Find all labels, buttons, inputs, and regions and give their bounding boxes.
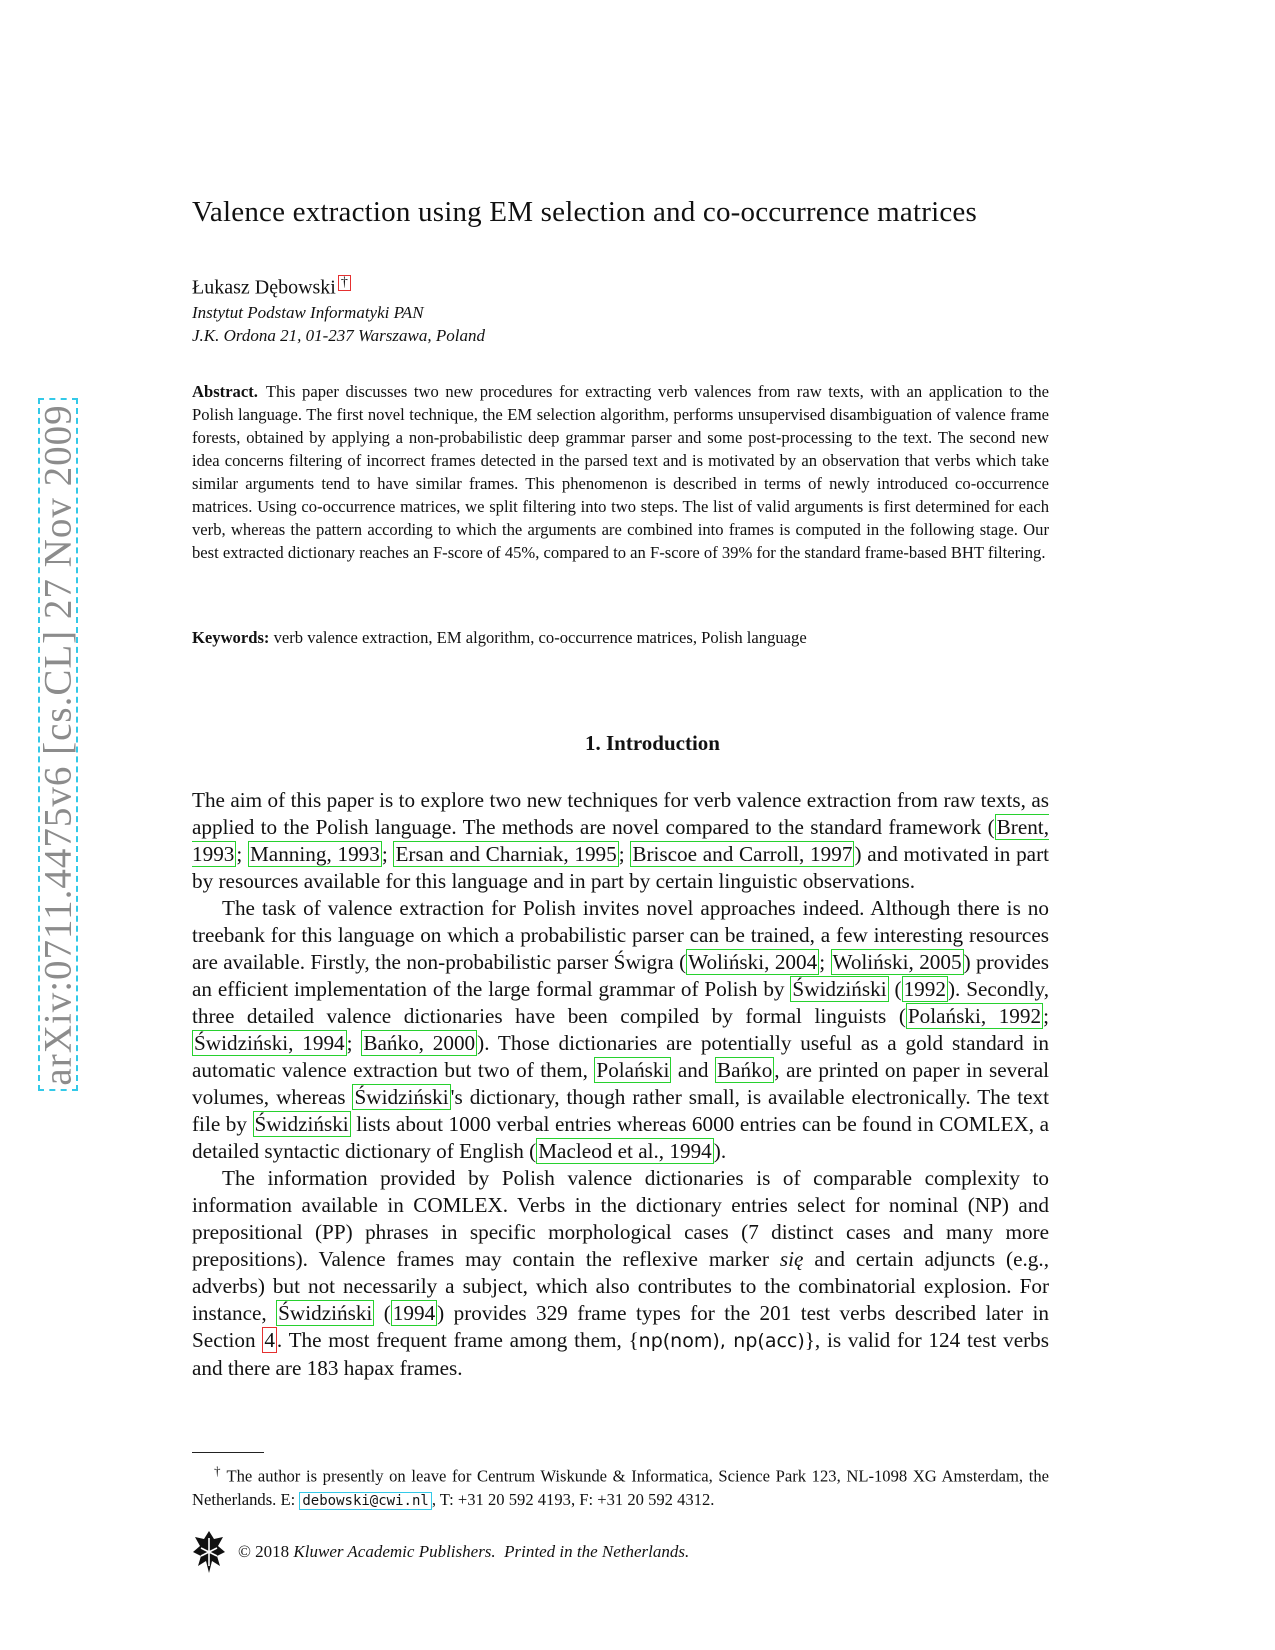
- paper-title: Valence extraction using EM selection and co-occurrence matrices: [192, 196, 977, 228]
- citation-link[interactable]: 1992: [903, 977, 946, 1001]
- citation-link[interactable]: Polański, 1992: [907, 1004, 1042, 1028]
- publisher-name: Kluwer Academic Publishers.: [293, 1542, 496, 1561]
- body-text: [192, 787, 1049, 1382]
- arxiv-identifier: arXiv:0711.4475v6 [cs.CL] 27 Nov 2009: [36, 403, 80, 1086]
- abstract-text: This paper discusses two new procedures for extracting verb valences from raw texts, with an application to the Polish language. The first novel technique, the EM selection algorithm, performs unsupervised disambiguation of valence frame forests, obtained by applying a non-probabilistic deep grammar parser and some post-processing to the text. The second new idea concerns filtering of incorrect frames detected in the parsed text and is motivated by an observation that verbs which take similar arguments tend to have similar frames. This phenomenon is described in terms of newly introduced co-occurrence matrices. Using co-occurrence matrices, we split filtering into two steps. The list of valid arguments is first determined for each verb, whereas the pattern according to which the arguments are combined into frames is computed in the following stage. Our best extracted dictionary reaches an F-score of 45%, compared to an F-score of 39% for the standard frame-based BHT filtering.: [192, 382, 1049, 562]
- paragraph: The task of valence extraction for Polish invites novel approaches indeed. Although there is no treebank for this language on which a probabilistic parser can be trained, a few interesting resources are available. Firstly, the non-probabilistic parser Świgra (Woliński, 2004; Woliński, 2005) provides an efficient implementation of the large formal grammar of Polish by Świdziński (1992). Secondly, three detailed valence dictionaries have been compiled by formal linguists (Polański, 1992; Świdziński, 1994; Bańko, 2000). Those dictionaries are potentially useful as a gold standard in automatic valence extraction but two of them, Polański and Bańko, are printed on paper in several volumes, whereas Świdziński's dictionary, though rather small, is available electronically. The text file by Świdziński lists about 1000 verbal entries whereas 6000 entries can be found in COMLEX, a detailed syntactic dictionary of English (Macleod et al., 1994).: [192, 896, 1050, 1163]
- keywords-label: Keywords:: [192, 628, 270, 647]
- citation-link[interactable]: Świdziński: [354, 1085, 449, 1109]
- citation-link[interactable]: Briscoe and Carroll, 1997: [632, 842, 853, 866]
- frame-notation: np(nom), np(acc): [638, 1330, 805, 1352]
- paragraph: The information provided by Polish valence dictionaries is of comparable complexity to information available in COMLEX. Verbs in the dictionary entries select for nominal (NP) and prepositional (PP) phrases in specific morphological cases (7 distinct cases and many more prepositions). Valence frames may contain the reflexive marker się and certain adjuncts (e.g., adverbs) but not necessarily a subject, which also contributes to the combinatorial explosion. For instance, Świdziński (1994) provides 329 frame types for the 201 test verbs described later in Section 4. The most frequent frame among them, {np(nom), np(acc)}, is valid for 124 test verbs and there are 183 hapax frames.: [192, 1166, 1049, 1380]
- citation-link[interactable]: Manning, 1993: [249, 842, 380, 866]
- citation-link[interactable]: Woliński, 2005: [832, 950, 962, 974]
- section-link[interactable]: 4: [264, 1328, 275, 1352]
- printed-in: Printed in the Netherlands.: [504, 1542, 690, 1561]
- citation-link[interactable]: Macleod et al., 1994: [538, 1139, 712, 1163]
- paragraph: The aim of this paper is to explore two new techniques for verb valence extraction from raw texts, as applied to the Polish language. The methods are novel compared to the standard framework (Brent, 1993; Manning, 1993; Ersan and Charniak, 1995; Briscoe and Carroll, 1997) and motivated in part by resources available for this language and in part by certain linguistic observations.: [192, 788, 1050, 893]
- footnote-link[interactable]: †: [338, 275, 351, 291]
- footnote-rule: [192, 1452, 264, 1453]
- abstract-label: Abstract.: [192, 382, 258, 401]
- author: [192, 275, 351, 300]
- citation-link[interactable]: Woliński, 2004: [688, 950, 818, 974]
- email-link[interactable]: debowski@cwi.nl: [299, 1492, 431, 1510]
- citation-link[interactable]: Świdziński: [278, 1301, 373, 1325]
- abstract: [192, 380, 1049, 564]
- publisher-logo-icon: [192, 1530, 226, 1574]
- keywords-text: verb valence extraction, EM algorithm, co-occurrence matrices, Polish language: [273, 628, 807, 647]
- citation-link[interactable]: Bańko, 2000: [363, 1031, 476, 1055]
- citation-link[interactable]: Ersan and Charniak, 1995: [395, 842, 617, 866]
- citation-link[interactable]: Brent, 1993: [192, 815, 1049, 866]
- publisher-line: [192, 1530, 689, 1574]
- footnote: † The author is presently on leave for Centrum Wiskunde & Informatica, Science Park 123, NL-1098 XG Amsterdam, the Netherlands. E: debowski@cwi.nl , T: +31 20 592 4193, F: +31 20 592 4312.: [192, 1459, 1049, 1513]
- affiliation-address: J.K. Ordona 21, 01-237 Warszawa, Poland: [192, 326, 485, 345]
- affiliation-institute: Instytut Podstaw Informatyki PAN: [192, 303, 424, 322]
- citation-link[interactable]: Polański: [596, 1058, 670, 1082]
- citation-link[interactable]: Świdziński: [254, 1112, 349, 1136]
- footnote-mark: †: [214, 1463, 221, 1478]
- keywords: [192, 628, 807, 648]
- author-name: Łukasz Dębowski: [192, 276, 336, 299]
- section-heading: 1. Introduction: [585, 731, 720, 755]
- copyright: © 2018: [238, 1542, 290, 1561]
- citation-link[interactable]: Świdziński, 1994: [194, 1031, 345, 1055]
- citation-link[interactable]: Świdziński: [792, 977, 887, 1001]
- citation-link[interactable]: 1994: [392, 1301, 436, 1325]
- citation-link[interactable]: Bańko: [716, 1058, 773, 1082]
